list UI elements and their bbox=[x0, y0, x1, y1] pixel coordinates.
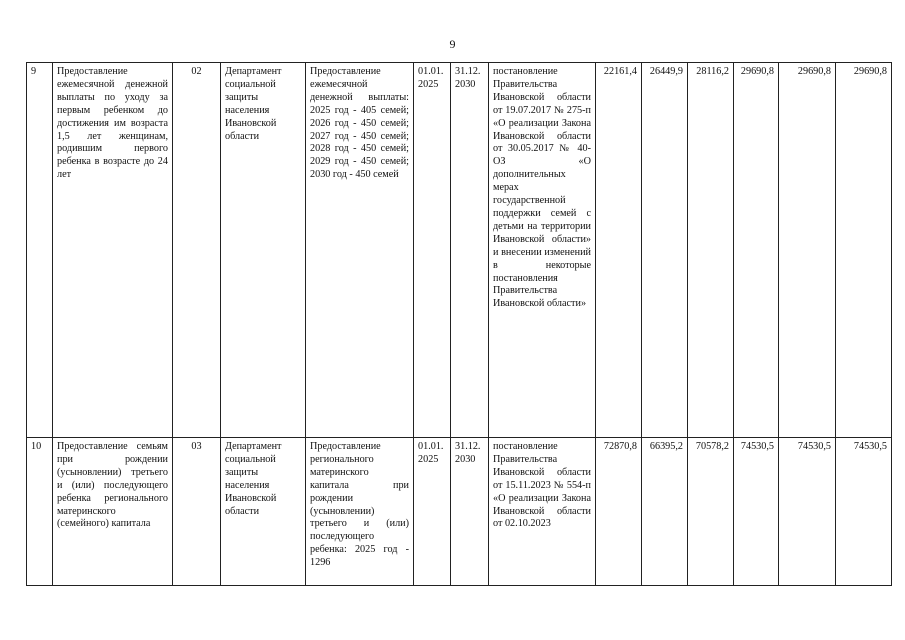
amount-2028: 29690,8 bbox=[734, 63, 779, 438]
measure-name: Предоставление ежемесячной денежной выплаты по уходу за первым ребенком до достижения им возраста 1,5 лет женщинам, родившим первого ребенка в возрасте до 24 лет bbox=[53, 63, 173, 438]
start-date: 01.01. 2025 bbox=[414, 438, 451, 586]
amount-2029: 74530,5 bbox=[779, 438, 836, 586]
amount-2030: 29690,8 bbox=[836, 63, 892, 438]
amount-2027: 70578,2 bbox=[688, 438, 734, 586]
amount-2028: 74530,5 bbox=[734, 438, 779, 586]
amount-2027: 28116,2 bbox=[688, 63, 734, 438]
table-row bbox=[27, 63, 892, 438]
program-measures-table bbox=[26, 62, 892, 586]
legal-basis: постановление Правительства Ивановской области от 19.07.2017 № 275-п «О реализации Закона Ивановской области от 30.05.2017 № 40-ОЗ «О дополнительных мерах государственной поддержки семей с детьми на территории Ивановской области» и внесении изменений в некоторые постановления Правительства Ивановской области» bbox=[489, 63, 596, 438]
executor: Департамент социальной защиты населения Ивановской области bbox=[221, 438, 306, 586]
measure-code: 02 bbox=[173, 63, 221, 438]
indicator: Предоставление ежемесячной денежной выплаты: 2025 год - 405 семей; 2026 год - 450 семей; 2027 год - 450 семей; 2028 год - 450 семей; 2029 год - 450 семей; 2030 год - 450 семей bbox=[306, 63, 414, 438]
row-number: 9 bbox=[27, 63, 53, 438]
amount-2025: 22161,4 bbox=[596, 63, 642, 438]
measure-name: Предоставление семьям при рождении (усыновлении) третьего и (или) последующего ребенка регионального материнского (семейного) капитала bbox=[53, 438, 173, 586]
row-number: 10 bbox=[27, 438, 53, 586]
start-date: 01.01. 2025 bbox=[414, 63, 451, 438]
amount-2026: 66395,2 bbox=[642, 438, 688, 586]
amount-2029: 29690,8 bbox=[779, 63, 836, 438]
table-row bbox=[27, 438, 892, 586]
indicator: Предоставление регионального материнского капитала при рождении (усыновлении) третьего и (или) последующего ребенка: 2025 год - 1296 bbox=[306, 438, 414, 586]
measure-code: 03 bbox=[173, 438, 221, 586]
legal-basis: постановление Правительства Ивановской области от 15.11.2023 № 554-п «О реализации Закона Ивановской области от 02.10.2023 bbox=[489, 438, 596, 586]
end-date: 31.12. 2030 bbox=[451, 438, 489, 586]
executor: Департамент социальной защиты населения Ивановской области bbox=[221, 63, 306, 438]
amount-2026: 26449,9 bbox=[642, 63, 688, 438]
amount-2025: 72870,8 bbox=[596, 438, 642, 586]
page-number: 9 bbox=[449, 37, 456, 51]
end-date: 31.12. 2030 bbox=[451, 63, 489, 438]
amount-2030: 74530,5 bbox=[836, 438, 892, 586]
